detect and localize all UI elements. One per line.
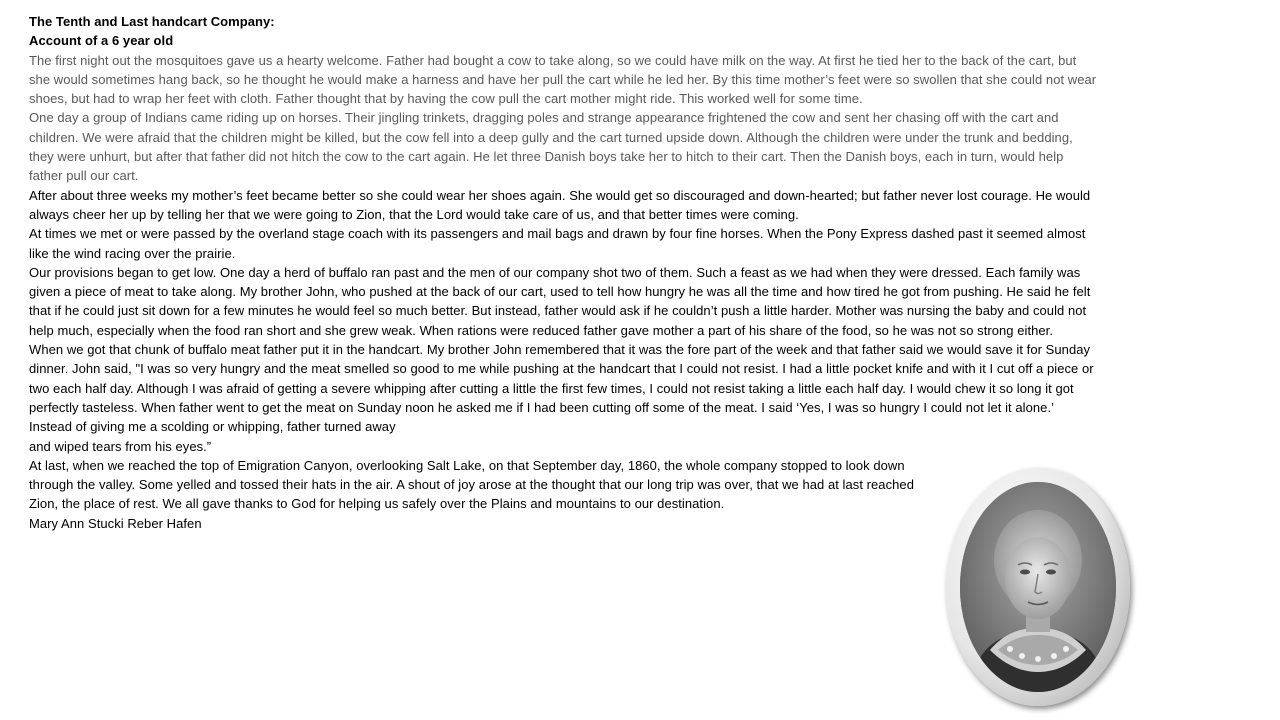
paragraph-buffalo-meat: When we got that chunk of buffalo meat father put it in the handcart. My brother John remembered that it was the fore part of the week and that father said we would save it for Sunday dinner. John said, "I was so very hungry and the meat smelled so good to me while pushing at the handcart that I could not resist. I had a little pocket knife and with it I cut off a piece or two each half day. Although I was afraid of getting a severe whipping after cutting a little the first few times, I could not resist taking a little each half day. I would chew it so long it got perfectly tasteless. When father went to get the meat on Sunday noon he asked me if I had been cutting off some of the meat. I said ‘Yes, I was so hungry I could not let it alone.’ Instead of giving me a scolding or whipping, father turned away [29, 342, 1094, 435]
subtitle: Account of a 6 year old [29, 33, 174, 49]
paragraph-emigration-canyon: At last, when we reached the top of Emigration Canyon, overlooking Salt Lake, on that September day, 1860, the whole company stopped to look down through the valley. Some yelled and tossed their hats in the air. A shout of joy arose at the thought that our long trip was over, that we had at last reached Zion, the place of rest. We all gave thanks to God for helping us safely over the Plains and mountains to our destination. [29, 457, 914, 512]
portrait-image [960, 482, 1116, 692]
paragraph-buffalo-meat-end: and wiped tears from his eyes.” [29, 438, 212, 454]
title: The Tenth and Last handcart Company: [29, 14, 275, 29]
author-name: Mary Ann Stucki Reber Hafen [29, 515, 202, 531]
paragraph-indians: One day a group of Indians came riding up on horses. Their jingling trinkets, dragging poles and strange appearance frightened the cow and sent her chasing off with the cart and children. We were afraid that the children might be killed, but the cow fell into a deep gully and the cart turned upside down. Although the children were under the trunk and bedding, they were unhurt, but after that father did not hitch the cow to the cart again. He let three Danish boys take her to hitch to their cart. Then the Danish boys, each in turn, would help father pull our cart. [29, 110, 1073, 184]
paragraph-mothers-feet: After about three weeks my mother’s feet became better so she could wear her shoes again. She would get so discouraged and down-hearted; but father never lost courage. He would always cheer her up by telling her that we were going to Zion, that the Lord would take care of us, and that better times were coming. [29, 187, 1091, 222]
portrait-photo [960, 482, 1116, 692]
text-block [29, 12, 1099, 533]
paragraph-mosquitoes: The first night out the mosquitoes gave us a hearty welcome. Father had bought a cow to take along, so we could have milk on the way. At first he tied her to the back of the cart, but she would sometimes hang back, so he thought he would make a harness and have her pull the cart while he led her. By this time mother’s feet were so swollen that she could not wear shoes, but had to wrap her feet with cloth. Father thought that by having the cow pull the cart mother might ride. This worked well for some time. [29, 52, 1097, 107]
portrait-frame [946, 468, 1130, 706]
paragraph-stage-coach: At times we met or were passed by the overland stage coach with its passengers and mail bags and drawn by four fine horses. When the Pony Express dashed past it seemed almost like the wind racing over the prairie. [29, 226, 1086, 261]
paragraph-provisions: Our provisions began to get low. One day a herd of buffalo ran past and the men of our company shot two of them. Such a feast as we had when they were dressed. Each family was given a piece of meat to take along. My brother John, who pushed at the back of our cart, used to tell how hungry he was all the time and how tired he got from pushing. He said he felt that if he could just sit down for a few minutes he would feel so much better. But instead, father would ask if he couldn’t push a little harder. Mother was nursing the baby and could not help much, especially when the food ran short and she grew weak. When rations were reduced father gave mother a part of his share of the food, so he was not so strong either. [29, 264, 1091, 338]
